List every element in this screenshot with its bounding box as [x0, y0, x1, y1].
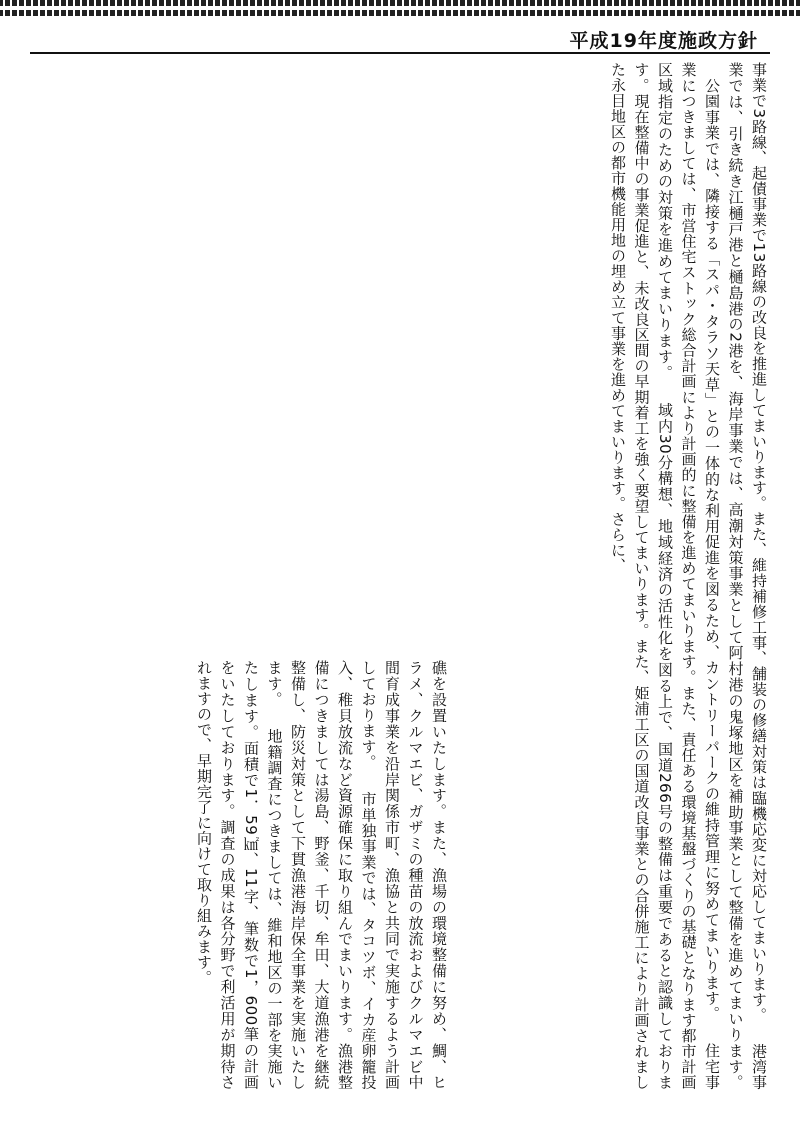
page-title: 平成19年度施政方針 — [569, 30, 758, 52]
top-border — [0, 0, 800, 16]
header-rule — [30, 52, 770, 54]
text-column-4-top: 礁を設置いたします。また、漁場の環境整備に努め、鯛、ヒラメ、クルマエビ、ガザミの種苗の放流およびクルマエビ中間育成事業を沿岸関係市町、漁協と共同で実施するよう計画しております。 市単独事業では、タコツボ、イカ産卵籠投入、稚貝放流など資源確保に取り組んでまいります。漁港整備につきましては湯島、野釜、千切、牟田、大道漁港を継続整備し、防災対策として下貫漁港海岸保全事業を実施いたします。 地籍調査につきましては、維和地区の一部を実施いたします。面積で1．59㎢、11字、筆数で1，600筆の計画をいたしております。調査の成果は各分野で利活用が期待されますので、早期完了に向けて取り組みます。 — [195, 660, 448, 1091]
text-column-5: 事業で3路線、起債事業で13路線の改良を推進してまいります。また、維持補修工事、舗装の修繕対策は臨機応変に対応してまいります。 港湾事業では、引き続き江樋戸港と樋島港の2港を、海岸事業では、高潮対策事業として阿村港の鬼塚地区を補助事業として整備を進めてまいります。 公園事業では、隣接する「スパ・タラソ天草」との一体的な利用促進を図るため、カントリーパークの維持管理に努めてまいります。 住宅事業につきましては、市営住宅ストック総合計画により計画的に整備を進めてまいります。また、責任ある環境基盤づくりの基礎となります都市計画区域指定のための対策を進めてまいります。 域内30分構想、地域経済の活性化を図る上で、国道266号の整備は重要であると認識しております。現在整備中の事業促進と、未改良区間の早期着工を強く要望してまいります。また、姫浦工区の国道改良事業との合併施工により計画されました永目地区の都市機能用地の埋め立て事業を進めてまいります。さらに、 — [609, 62, 768, 1090]
